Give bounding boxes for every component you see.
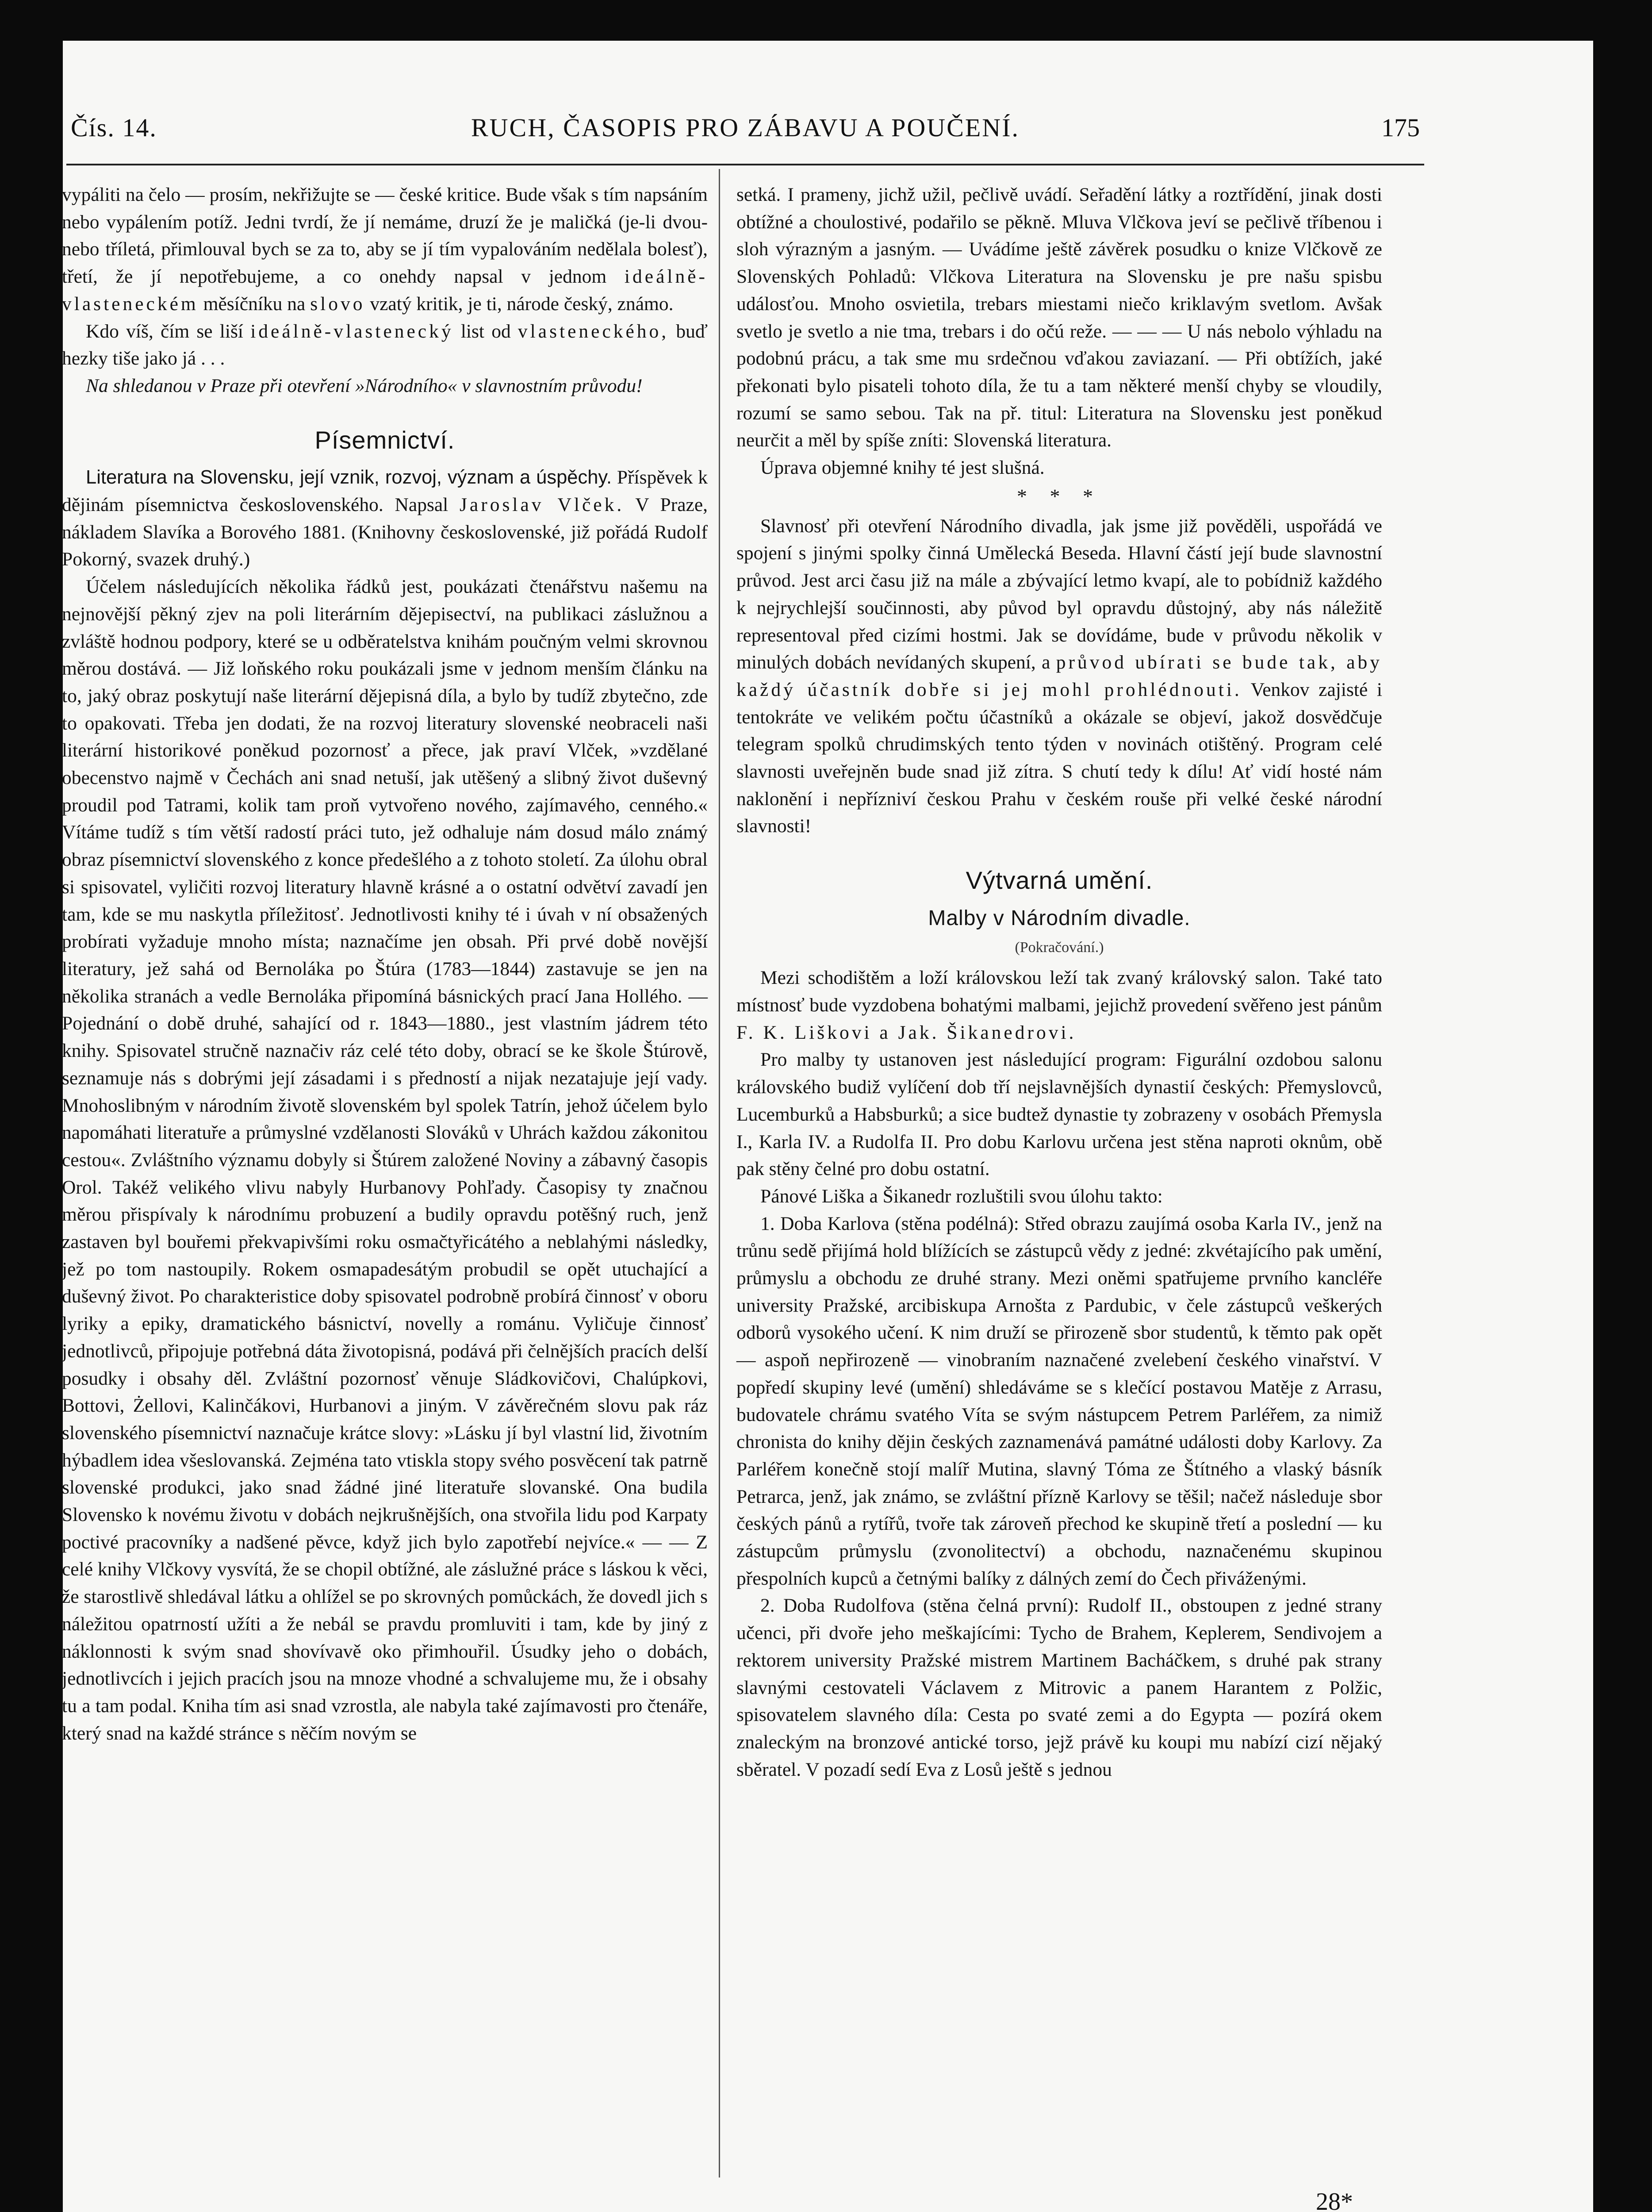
section-title-literature: Písemnictví. — [314, 426, 455, 454]
spaced-text: F. K. Liškovi a Jak. Šikanedrovi. — [736, 1022, 1077, 1043]
spaced-text: vlasteneckého, — [517, 320, 669, 342]
paragraph: 1. Doba Karlova (stěna podélná): Střed obrazu zaujímá osoba Karla IV., jenž na trůnu sedě přijímá hold blížících se zástupců vědy z jedné: zkvétajícího pak umění, průmyslu a obchodu ze druhé strany. Mezi oněmi spatřujeme prvního kancléře university Pražské, arcibiskupa Arnošta z Pardubic, v čele zástupců veškerých odborů vysokého učení. K nim druží se přirozeně sbor studentů, k těmto pak opět — aspoň nepřirozeně — vinobraním naznačené zvelebení českého vinařství. V popředí skupiny levé (umění) shledáváme se s klečící postavou Matěje z Arrasu, budovatele chrámu svatého Víta se svým nástupcem Petrem Parléřem, za nimiž chronista do knihy dějin českých zaznamenává památné události doby Karlovy. Za Parléřem konečně stojí malíř Mutina, slavný Tóma ze Štítného a vlaský básník Petrarca, jenž, jak známo, se zvláštní přízně Karlovy se těšil; načež následuje sbor českých pánů a rytířů, tvoře tak zároveň přechod ke skupině třetí a poslední — ku zástupcům průmyslu (zvonolitectví) a obchodu, naznačenému skupinou přespolních kupců a četnými balíky z dálných zemí do Čech přiváženými. — [736, 1213, 1382, 1589]
right-column — [736, 181, 1382, 1783]
spaced-text: slovo — [310, 293, 365, 315]
spaced-text: průvod ubírati se bude tak, aby každý účastník dobře si jej mohl prohlédnouti. — [736, 652, 1383, 700]
paragraph: setká. I prameny, jichž užil, pečlivě uvádí. Seřadění látky a roztřídění, jinak dosti obtížné a choulostivé, podařilo se pěkně. Mluva Vlčkova jeví se pečlivě tříbenou i sloh výrazným a jasným. — Uvádíme ještě závěrek posudku o knize Vlčkově ze Slovenských Pohladů: Vlčkova Literatura na Slovensku je pre našu spisbu událosťou. Mnoho osvietila, trebars miestami niečo kriklavým svetlom. Avšak svetlo je svetlo a nie tma, trebars i do očú reže. — — — U nás nebolo výhladu na podobnú prácu, a tak sme mu srdečnou vďakou zaviazaní. — Při obtížích, jaké překonati bylo pisateli tohoto díla, že tu a tam některé menší chyby se vloudily, rozumí se samo sebou. Tak na př. titul: Literatura na Slovensku jest poněkud neurčit a měl by spíše zníti: Slovenská literatura. — [736, 184, 1382, 451]
header-rule — [66, 164, 1424, 165]
journal-title: RUCH, ČASOPIS PRO ZÁBAVU A POUČENÍ. — [471, 113, 1020, 142]
spaced-text: ideálně-vlasteneckém — [62, 266, 708, 315]
paragraph: Kdo víš, čím se liší ideálně-vlastenecký list od vlasteneckého, buď hezky tiše jako já . . . — [62, 320, 708, 369]
article-header: Literatura na Slovensku, její vznik, rozvoj, význam a úspěchy. Příspěvek k dějinám písemnictva československého. Napsal Jaroslav Vlček. V Praze, nákladem Slavíka a Borového 1881. (Knihovny československé, již pořádá Rudolf Pokorný, svazek druhý.) — [62, 467, 708, 570]
article-title: Malby v Národním divadle. — [928, 906, 1191, 930]
signature-mark: 28* — [1316, 2188, 1353, 2212]
paragraph: 2. Doba Rudolfova (stěna čelná první): Rudolf II., obstoupen z jedné strany učenci, při dvoře jeho meškajícími: Tycho de Brahem, Keplerem, Sendivojem a rektorem university Pražské mistrem Martinem Bacháčkem, s druhé pak strany slavnými cestovateli Václavem z Mitrovic a panem Harantem z Polžic, spisovatelem slavného díla: Cesta po svaté zemi a do Egypta — pozírá okem znaleckým na bronzové antické torso, jejž právě ku koupi mu nabízí cizí nějaký sběratel. V pozadí sedí Eva z Losů ještě s jednou — [736, 1595, 1382, 1780]
author-name: Jaroslav Vlček. — [460, 494, 625, 516]
spaced-text: ideálně-vlastenecký — [250, 320, 454, 342]
paragraph: Pro malby ty ustanoven jest následující program: Figurální ozdobou salonu královského budiž vylíčení dob tří nejslavnějších dynastií českých: Přemyslovců, Lucemburků a Habsburků; a sice budtež dynastie ty zobrazeny v osobách Přemysla I., Karla IV. a Rudolfa II. Pro dobu Karlovu určena jest stěna naproti oknům, obě pak stěny čelné pro dobu ostatní. — [736, 1049, 1382, 1180]
paragraph-italic: Na shledanou v Praze při otevření »Národního« v slavnostním průvodu! — [86, 375, 643, 396]
issue-number: Čís. 14. — [71, 113, 157, 142]
section-separator: * * * — [1017, 484, 1102, 507]
paragraph: Účelem následujících několika řádků jest, poukázati čtenářstvu našemu na nejnovější pěkný zjev na poli literárním dějepisectví, na publikaci záslužnou a zvláště hodnou podpory, které se u odběratelstva knihám poučným velmi skrovnou měrou dostává. — Již loňského roku poukázali jsme v jednom menším článku na to, jaký obraz poskytují naše literární dějepisná díla, a bylo by tudíž zbytečno, zde to opakovati. Třeba jen dodati, že na rozvoj literatury slovenské neobraceli naši literární historikové poněkud pozornosť a přece, jak praví Vlček, »vzdělané obecenstvo najmě v Čechách ani snad netuší, jak utěšený a slibný život duševný proudil pod Tatrami, kolik tam proň vytvořeno nového, zajímavého, cenného.« Vítáme tudíž s tím větší radostí práci tuto, jež odhaluje nám dosud málo známý obraz písemnictví slovenského z konce předešlého a z tohoto století. Za úlohu obral si spisovatel, vyličiti rozvoj literatury hlavně krásné a o ostatní odvětví zavadí jen tam, kde se mu naskytla příležitosť. Jednotlivosti knihy té i úvah v ní obsažených probírati vyžaduje mnoho místa; naznačíme jen obsah. Při prvé době novější literatury, jež sahá od Bernoláka po Štúra (1783—1844) zastavuje se jen na několika stranách a vedle Bernoláka připomíná básnických prací Jana Hollého. — Pojednání o době druhé, sahající od r. 1843—1880., jest vlastním jádrem této knihy. Spisovatel stručně naznačiv ráz celé této doby, obrací se ke škole Štúrově, seznamuje nás s dobrými její zásadami i s předností a nijak nezatajuje její vady. Mnohoslibným v národním životě slovenském byl spolek Tatrín, jehož účelem bylo napomáhati literatuře a průmyslné vzdělanosti Slováků v Uhrách každou zákonitou cestou«. Zvláštního významu dobyly si Štúrem založené Noviny a zábavný časopis Orol. Takéž velikého vlivu nabyly Hurbanovy Pohľady. Časopisy ty značnou měrou přispívaly k národnímu probuzení a budily opravdu potěšný ruch, jenž zastaven byl bouřemi překvapivšími roku osmačtyřicátého a neblahými následky, jež po tom nastoupily. Rokem osmapadesátým probudil se opět utuchající a duševný život. Po charakteristice doby spisovatel podrobně probírá činnosť v oboru lyriky a epiky, dramatického básnictví, novelly a románu. Vyličuje činnosť jednotlivců, připojuje potřebná dáta životopisná, podává při čelnějších pracích delší posudky i obsahy děl. Zvláštní pozornosť věnuje Sládkovičovi, Chalúpkovi, Bottovi, Żellovi, Kalinčákovi, Hurbanovi a jiným. V závěrečném slovu pak ráz slovenského písemnictví naznačuje krátce slovy: »Lásku jí byl vlastní lid, životním hýbadlem idea všeslovanská. Zejména tato vtiskla stopy svého posvěcení tak patrně slovenské produkci, jako snad žádné jiné literatuře slovanské. Ona budila Slovensko k novému životu v dobách nejkrušnějších, ona stvořila lidu pod Karpaty poctivé pracovníky a nadšené pěvce, když jich bylo zapotřebí nejvíce.« — — Z celé knihy Vlčkovy vysvítá, že se chopil obtížné, ale záslužné práce s láskou k věci, že starostlivě shledával látku a ohlížel se po skrovných pomůckách, že dovedl jich s náležitou opatrností užíti a že nebál se pravdu promluviti i tam, kde by jiný z náklonnosti k svým snad shovívavě oko přimhouřil. Úsudky jeho o dobách, jednotlivcích i jejich pracích jsou na mnoze vhodné a schvalujeme mu, že i obsahy tu a tam podal. Kniha tím asi snad vzrostla, ale nabyla také zajímavosti pro čtenáře, který snad na každé stránce s něčím novým se — [62, 576, 708, 1744]
paragraph: vypáliti na čelo — prosím, nekřižujte se — české kritice. Bude však s tím napsáním nebo vypálením potíž. Jedni tvrdí, že jí nemáme, druzí že je maličká (je-li dvou- nebo tříletá, přimlouval bych se za to, aby se jí tím vypalováním nedělala bolesť), třetí, že jí nepotřebujeme, a co onehdy napsal v jednom ideálně-vlasteneckém měsíčníku na slovo vzatý kritik, je ti, národe český, známo. — [62, 184, 708, 315]
paragraph: Pánové Liška a Šikanedr rozluštili svou úlohu takto: — [760, 1185, 1163, 1207]
column-divider — [719, 169, 720, 2177]
paragraph: Mezi schodištěm a loží královskou leží tak zvaný královský salon. Také tato místnosť bude vyzdobena bohatými malbami, jejichž provedení svěřeno jest pánům F. K. Liškovi a Jak. Šikanedrovi. — [736, 967, 1382, 1043]
left-column — [62, 181, 708, 1747]
paragraph: Úprava objemné knihy té jest slušná. — [760, 457, 1045, 479]
continuation-note: (Pokračování.) — [1015, 939, 1104, 956]
running-header — [71, 113, 1420, 161]
section-title-arts: Výtvarná umění. — [966, 866, 1153, 895]
page-number: 175 — [1381, 113, 1420, 142]
article-title: Literatura na Slovensku, její vznik, rozvoj, význam a úspěchy. — [86, 467, 612, 488]
paragraph: Slavnosť při otevření Národního divadla, jak jsme již pověděli, uspořádá ve spojení s jinými spolky činná Umělecká Beseda. Hlavní částí její bude slavnostní průvod. Jest arci času již na mále a zbývající letmo kvapí, ale to pobídniž každého k nejrychlejší součinnosti, aby původ byl opravdu důstojný, aby nás náležitě representoval před cizími hostmi. Jak se dovídáme, bude v průvodu několik v minulých dobách nevídaných skupení, a průvod ubírati se bude tak, aby každý účastník dobře si jej mohl prohlédnouti. Venkov zajisté i tentokráte ve velikém počtu účastníků a okázale se objeví, jakož dosvědčuje telegram spolků chrudimských tento týden v novinách otištěný. Program celé slavnosti uveřejněn bude snad již zítra. S chutí tedy k dílu! Ať vidí hosté nám naklonění i nepřízniví českou Prahu v českém rouše při velké české národní slavnosti! — [736, 515, 1383, 837]
